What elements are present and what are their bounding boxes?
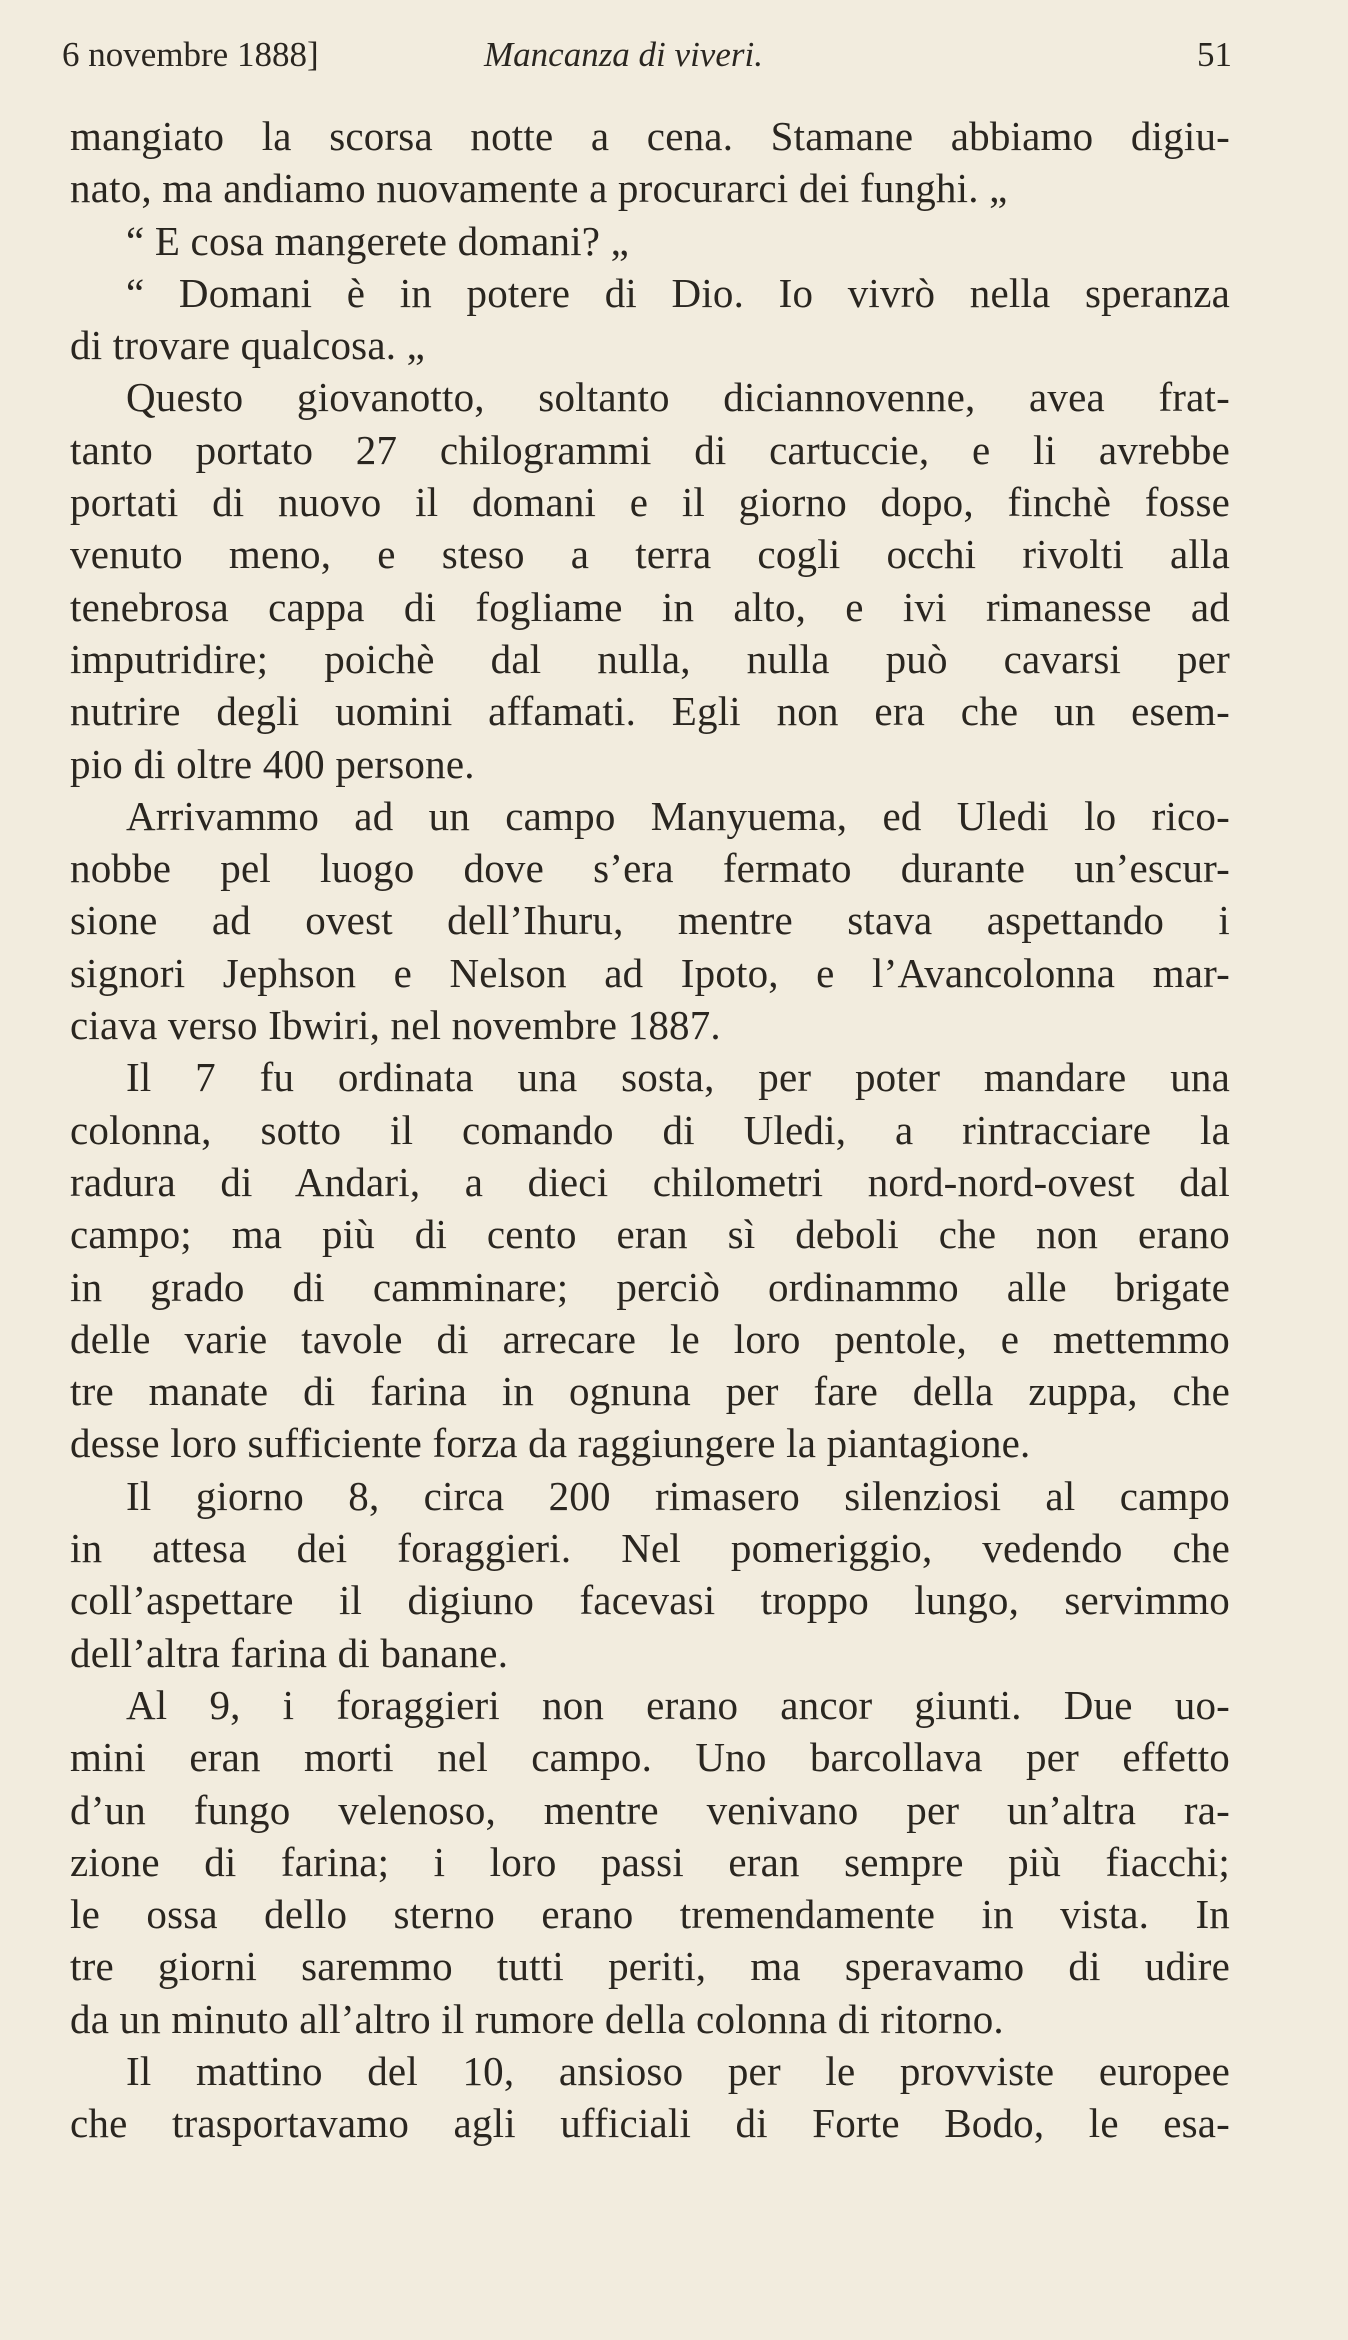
text-line: campo; ma più di cento eran sì deboli che non erano bbox=[70, 1211, 1230, 1258]
text-line: colonna, sotto il comando di Uledi, a rintracciare la bbox=[70, 1106, 1230, 1153]
text-line: tre manate di farina in ognuna per fare della zuppa, che bbox=[70, 1368, 1230, 1415]
text-line: coll’aspettare il digiuno facevasi troppo lungo, servimmo bbox=[70, 1577, 1230, 1624]
text-line: in attesa dei foraggieri. Nel pomeriggio, vedendo che bbox=[70, 1525, 1230, 1572]
text-line: mangiato la scorsa notte a cena. Stamane abbiamo digiu- bbox=[70, 113, 1230, 159]
running-header bbox=[62, 30, 1232, 80]
text-line: portati di nuovo il domani e il giorno dopo, finchè fosse bbox=[70, 479, 1230, 526]
text-line: nato, ma andiamo nuovamente a procurarci dei funghi. „ bbox=[70, 165, 1008, 212]
text-line: dell’altra farina di banane. bbox=[70, 1629, 509, 1676]
text-line: Il mattino del 10, ansioso per le provviste europee bbox=[126, 2047, 1230, 2094]
text-line: Arrivammo ad un campo Manyuema, ed Uledi lo rico- bbox=[126, 792, 1230, 839]
text-line: “ Domani è in potere di Dio. Io vivrò nella speranza bbox=[126, 269, 1230, 316]
header-date: 6 novembre 1888] bbox=[62, 35, 319, 74]
text-line: tre giorni saremmo tutti periti, ma speravamo di udire bbox=[70, 1943, 1230, 1990]
text-line: venuto meno, e steso a terra cogli occhi rivolti alla bbox=[70, 531, 1230, 578]
page-body bbox=[70, 110, 1230, 2150]
text-line: di trovare qualcosa. „ bbox=[70, 322, 426, 369]
text-line: zione di farina; i loro passi eran sempre più fiacchi; bbox=[70, 1838, 1230, 1885]
text-line: da un minuto all’altro il rumore della colonna di ritorno. bbox=[70, 1995, 1004, 2042]
text-line: tenebrosa cappa di fogliame in alto, e ivi rimanesse ad bbox=[70, 583, 1230, 630]
text-line: d’un fungo velenoso, mentre venivano per un’altra ra- bbox=[70, 1786, 1230, 1833]
text-line: Al 9, i foraggieri non erano ancor giunti. Due uo- bbox=[126, 1681, 1230, 1728]
text-line: signori Jephson e Nelson ad Ipoto, e l’Avancolonna mar- bbox=[70, 949, 1230, 996]
text-line: nobbe pel luogo dove s’era fermato durante un’escur- bbox=[70, 845, 1230, 892]
text-line: Questo giovanotto, soltanto diciannovenne, avea frat- bbox=[126, 374, 1230, 421]
text-line: mini eran morti nel campo. Uno barcollava per effetto bbox=[70, 1734, 1230, 1781]
header-chapter-title: Mancanza di viveri. bbox=[484, 35, 763, 74]
text-line: Il giorno 8, circa 200 rimasero silenziosi al campo bbox=[126, 1472, 1230, 1519]
text-line: sione ad ovest dell’Ihuru, mentre stava aspettando i bbox=[70, 897, 1230, 944]
text-line: che trasportavamo agli ufficiali di Forte Bodo, le esa- bbox=[70, 2100, 1230, 2147]
text-line: imputridire; poichè dal nulla, nulla può cavarsi per bbox=[70, 635, 1230, 682]
text-line: nutrire degli uomini affamati. Egli non era che un esem- bbox=[70, 688, 1230, 735]
text-line: le ossa dello sterno erano tremendamente in vista. In bbox=[70, 1891, 1230, 1938]
text-line: desse loro sufficiente forza da raggiungere la piantagione. bbox=[70, 1420, 1031, 1467]
text-line: delle varie tavole di arrecare le loro pentole, e mettemmo bbox=[70, 1315, 1230, 1362]
text-line: pio di oltre 400 persone. bbox=[70, 740, 475, 787]
text-line: Il 7 fu ordinata una sosta, per poter mandare una bbox=[126, 1054, 1230, 1101]
text-line: tanto portato 27 chilogrammi di cartuccie, e li avrebbe bbox=[70, 426, 1230, 473]
text-line: “ E cosa mangerete domani? „ bbox=[126, 217, 630, 264]
text-line: radura di Andari, a dieci chilometri nord-nord-ovest dal bbox=[70, 1158, 1230, 1205]
text-line: in grado di camminare; perciò ordinammo alle brigate bbox=[70, 1263, 1230, 1310]
text-line: ciava verso Ibwiri, nel novembre 1887. bbox=[70, 1002, 721, 1049]
page-number: 51 bbox=[1197, 35, 1232, 74]
